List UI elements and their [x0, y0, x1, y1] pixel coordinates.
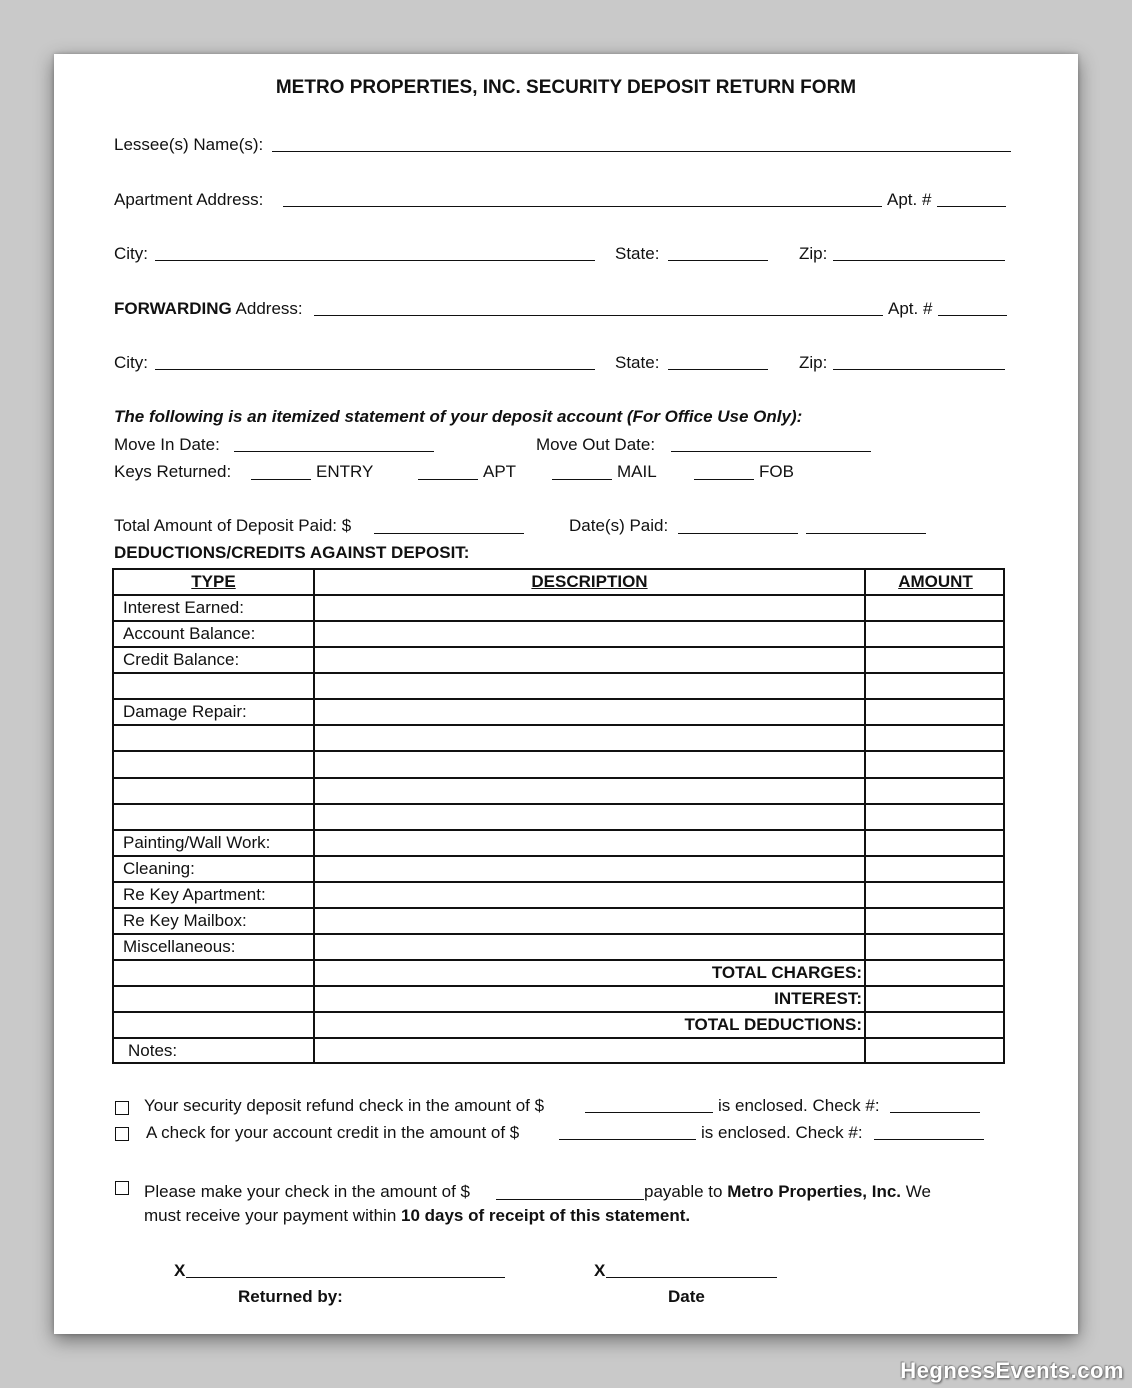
signature-x-mark: X — [174, 1261, 186, 1280]
total-deposit-label: Total Amount of Deposit Paid: $ — [114, 516, 352, 535]
forwarding-state-label: State: — [615, 353, 660, 372]
forwarding-address-label: FORWARDING Address: — [114, 299, 303, 318]
column-divider — [313, 570, 315, 1062]
key-fob-label: FOB — [759, 462, 794, 481]
interest-label: INTEREST: — [774, 989, 862, 1008]
itemized-statement-heading: The following is an itemized statement of your deposit account (For Office Use Only): — [114, 407, 803, 426]
forwarding-apt-number-field[interactable] — [938, 315, 1007, 316]
payment-amount-field[interactable] — [496, 1199, 644, 1200]
row-divider — [114, 933, 1003, 935]
row-type-cleaning: Cleaning: — [123, 859, 195, 878]
total-deductions-label: TOTAL DEDUCTIONS: — [684, 1015, 862, 1034]
forwarding-city-field[interactable] — [155, 369, 595, 370]
payment-checkbox[interactable] — [115, 1181, 129, 1195]
row-divider — [114, 672, 1003, 674]
form-title: METRO PROPERTIES, INC. SECURITY DEPOSIT RETURN FORM — [275, 77, 857, 98]
lessee-label: Lessee(s) Name(s): — [114, 135, 264, 154]
apt-number-label: Apt. # — [887, 190, 932, 209]
credit-check-number-field[interactable] — [874, 1139, 984, 1140]
row-divider — [114, 1037, 1003, 1039]
row-divider — [114, 594, 1003, 596]
move-in-date-label: Move In Date: — [114, 435, 220, 454]
lessee-name-field[interactable] — [272, 151, 1011, 152]
forwarding-zip-field[interactable] — [833, 369, 1005, 370]
row-type-painting: Painting/Wall Work: — [123, 833, 271, 852]
apt-number-field[interactable] — [937, 206, 1006, 207]
forwarding-state-field[interactable] — [668, 369, 768, 370]
key-mail-label: MAIL — [617, 462, 657, 481]
row-divider — [114, 803, 1003, 805]
header-description: DESCRIPTION — [531, 572, 648, 591]
city-label: City: — [114, 244, 148, 263]
zip-label: Zip: — [799, 244, 828, 263]
row-type-rekey-mailbox: Re Key Mailbox: — [123, 911, 247, 930]
deductions-table — [112, 568, 1005, 1064]
row-type-miscellaneous: Miscellaneous: — [123, 937, 236, 956]
key-apt-label: APT — [483, 462, 517, 481]
returned-by-signature-field[interactable] — [186, 1277, 505, 1278]
dates-paid-label: Date(s) Paid: — [569, 516, 669, 535]
notes-label: Notes: — [128, 1041, 178, 1060]
row-type-credit-balance: Credit Balance: — [123, 650, 240, 669]
row-type-account-balance: Account Balance: — [123, 624, 256, 643]
date-paid-field-1[interactable] — [678, 533, 798, 534]
form-page — [54, 54, 1078, 1334]
row-divider — [114, 750, 1003, 752]
credit-amount-field[interactable] — [559, 1139, 696, 1140]
move-out-date-label: Move Out Date: — [536, 435, 656, 454]
date-x-mark: X — [594, 1261, 606, 1280]
payment-deadline-text: must receive your payment within 10 days of receipt of this statement. — [144, 1206, 691, 1225]
date-paid-field-2[interactable] — [806, 533, 926, 534]
forwarding-address-field[interactable] — [314, 315, 883, 316]
column-divider — [864, 570, 866, 1062]
watermark: HegnessEvents.com — [900, 1358, 1124, 1383]
apartment-address-field[interactable] — [283, 206, 882, 207]
refund-checkbox[interactable] — [115, 1101, 129, 1115]
row-divider — [114, 1011, 1003, 1013]
row-type-interest-earned: Interest Earned: — [123, 598, 244, 617]
key-entry-field[interactable] — [251, 479, 311, 480]
forwarding-zip-label: Zip: — [799, 353, 828, 372]
refund-enclosed-text: is enclosed. Check #: — [718, 1096, 880, 1115]
row-type-damage-repair: Damage Repair: — [123, 702, 247, 721]
keys-returned-label: Keys Returned: — [114, 462, 232, 481]
key-fob-field[interactable] — [694, 479, 754, 480]
date-label: Date — [668, 1287, 705, 1306]
row-type-rekey-apartment: Re Key Apartment: — [123, 885, 266, 904]
row-divider — [114, 724, 1003, 726]
header-type: TYPE — [191, 572, 236, 591]
total-charges-label: TOTAL CHARGES: — [711, 963, 862, 982]
apartment-address-label: Apartment Address: — [114, 190, 264, 209]
key-apt-field[interactable] — [418, 479, 478, 480]
credit-enclosed-text: is enclosed. Check #: — [701, 1123, 863, 1142]
credit-text: A check for your account credit in the amount of $ — [146, 1123, 520, 1142]
key-entry-label: ENTRY — [316, 462, 374, 481]
state-field[interactable] — [668, 260, 768, 261]
row-divider — [114, 698, 1003, 700]
row-divider — [114, 985, 1003, 987]
returned-by-label: Returned by: — [238, 1287, 343, 1306]
zip-field[interactable] — [833, 260, 1005, 261]
refund-amount-field[interactable] — [585, 1112, 713, 1113]
city-field[interactable] — [155, 260, 595, 261]
row-divider — [114, 959, 1003, 961]
refund-check-number-field[interactable] — [890, 1112, 980, 1113]
date-signature-field[interactable] — [606, 1277, 777, 1278]
move-in-date-field[interactable] — [234, 451, 434, 452]
header-amount: AMOUNT — [898, 572, 973, 591]
refund-text: Your security deposit refund check in the amount of $ — [144, 1096, 545, 1115]
forwarding-apt-number-label: Apt. # — [888, 299, 933, 318]
credit-checkbox[interactable] — [115, 1127, 129, 1141]
key-mail-field[interactable] — [552, 479, 612, 480]
payment-payable-text: payable to Metro Properties, Inc. We — [644, 1182, 931, 1201]
total-deposit-field[interactable] — [374, 533, 524, 534]
deductions-heading: DEDUCTIONS/CREDITS AGAINST DEPOSIT: — [114, 543, 470, 562]
payment-text: Please make your check in the amount of $ — [144, 1182, 471, 1201]
forwarding-city-label: City: — [114, 353, 148, 372]
row-divider — [114, 777, 1003, 779]
move-out-date-field[interactable] — [671, 451, 871, 452]
state-label: State: — [615, 244, 660, 263]
